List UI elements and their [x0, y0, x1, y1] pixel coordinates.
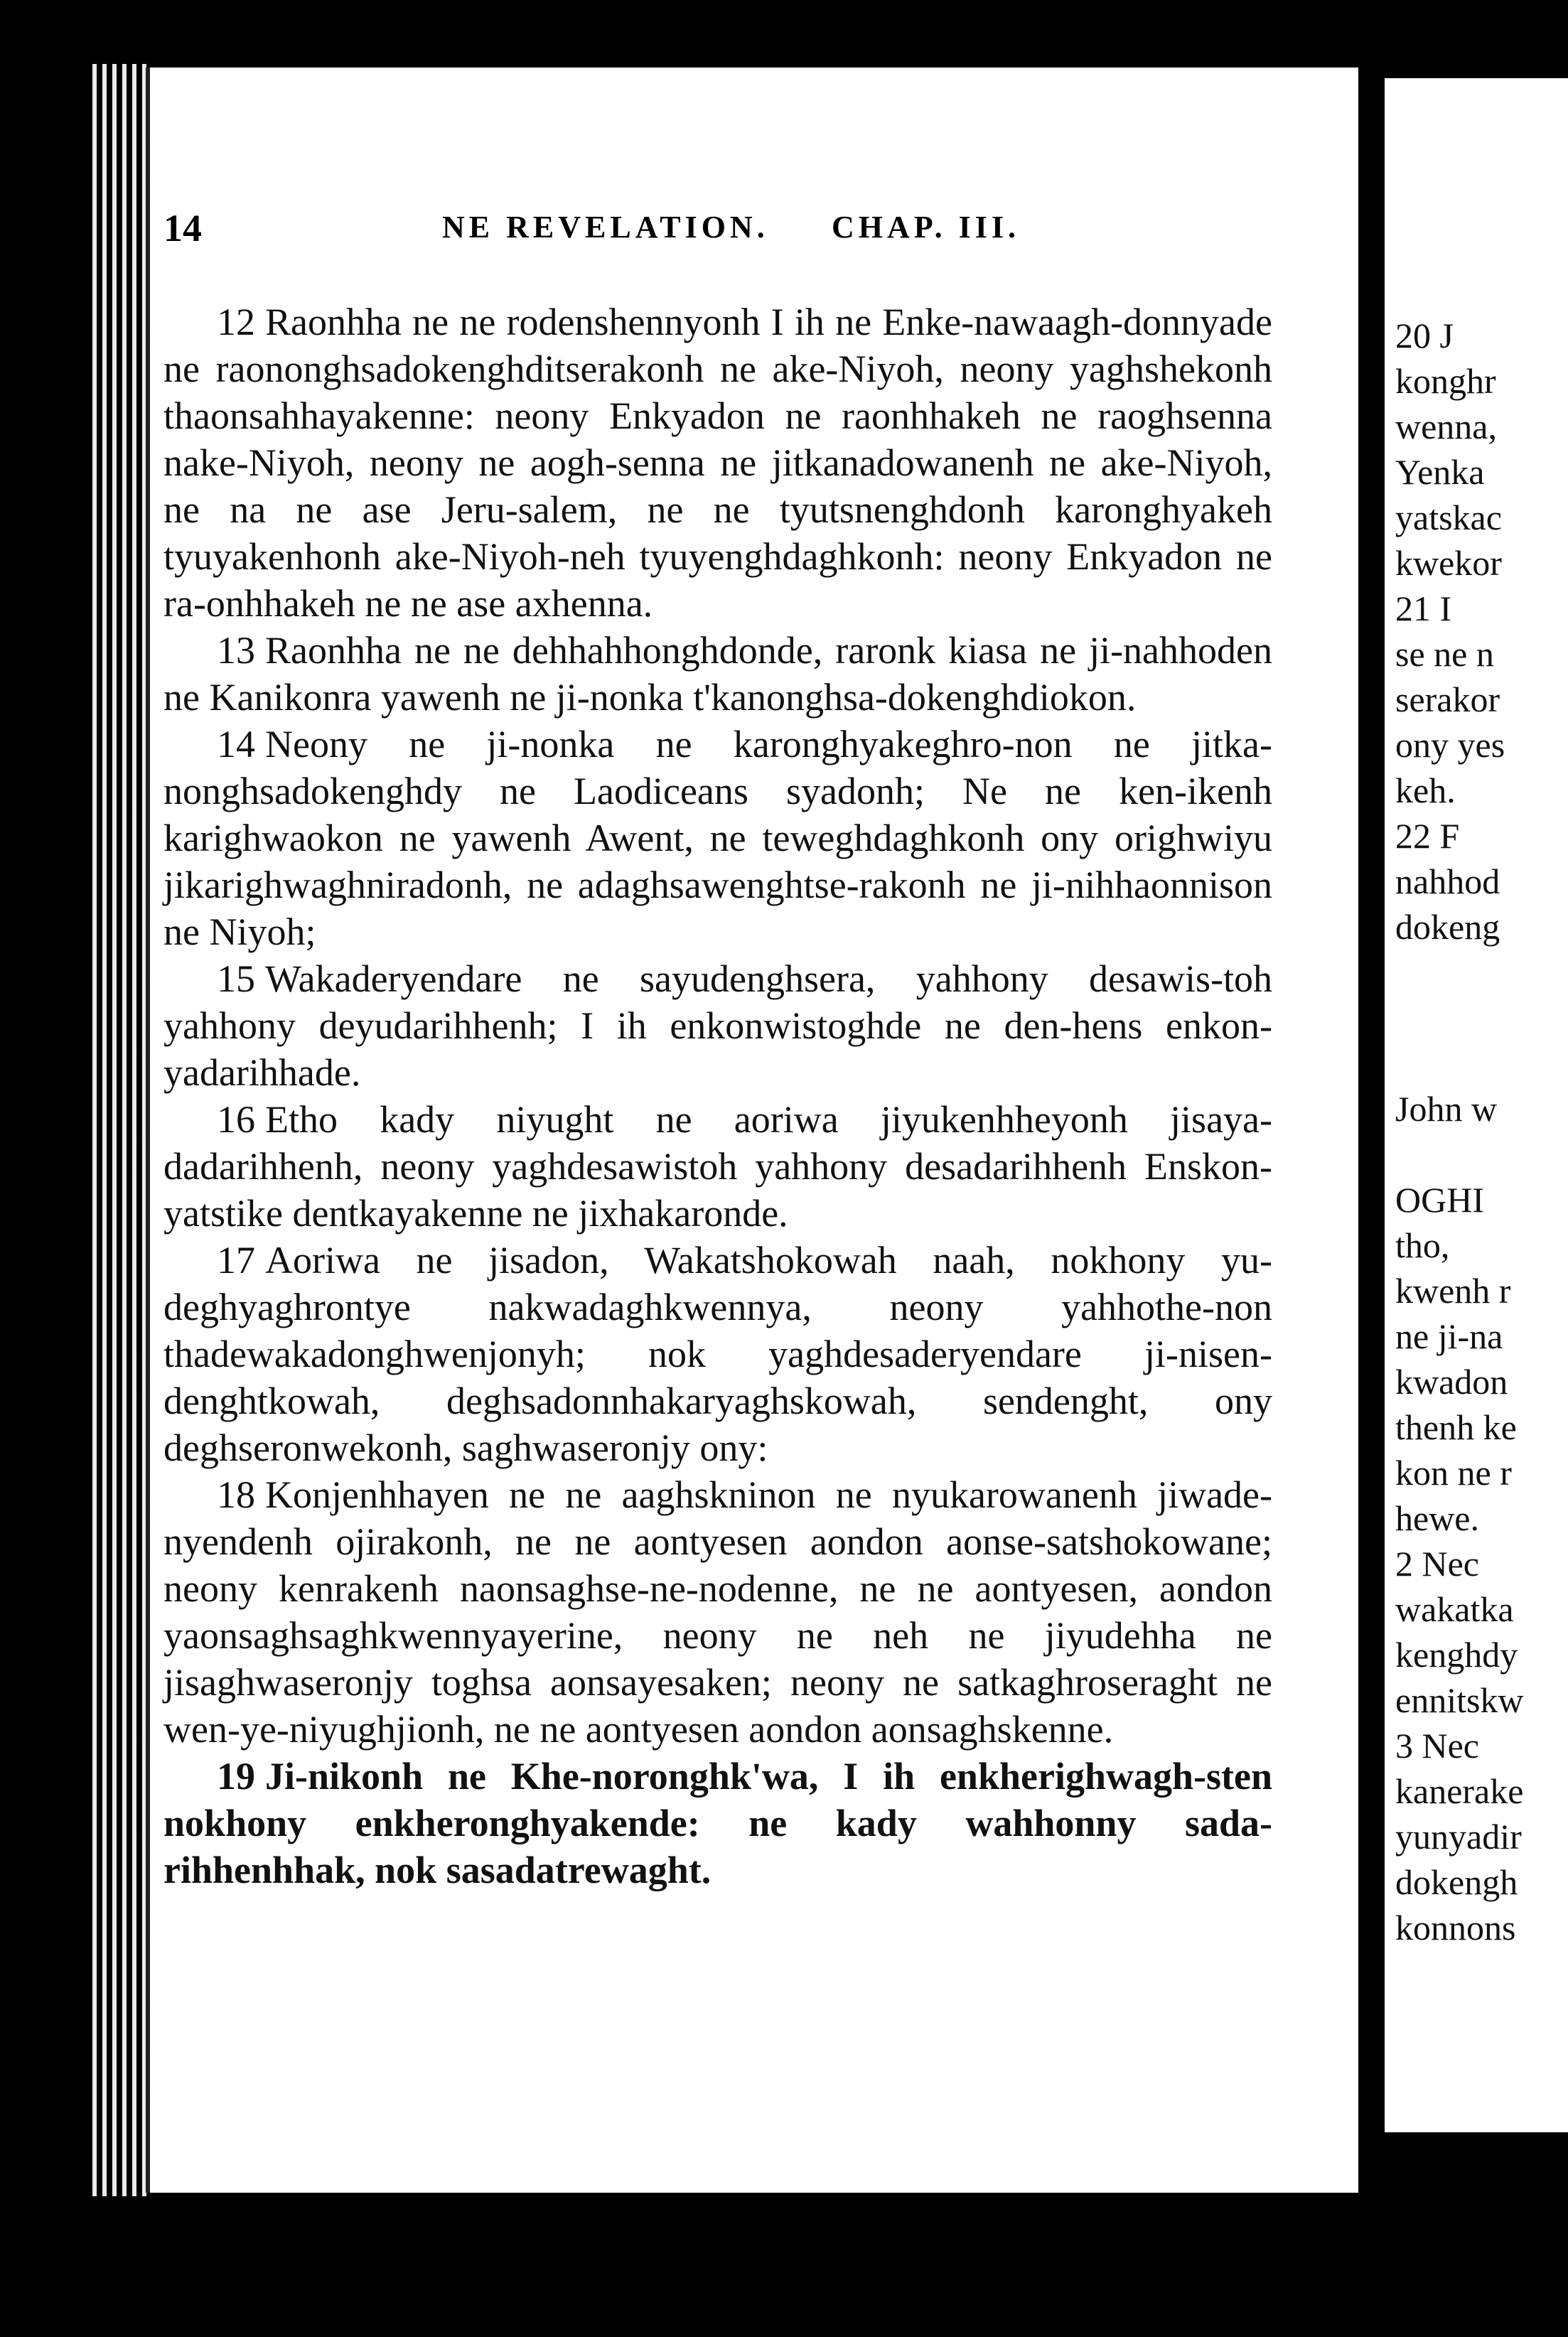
- verse-text: Neony ne ji-nonka ne karonghyakeghro-non ne jitka-nonghsadokenghdy ne Laodiceans syadonh; Ne ne ken-ikenh karighwaokon ne yawenh Awent, ne teweghdaghkonh ony orighwiyu jikarighwaghniradonh, ne adaghsawenghtse-rakonh ne ji-nihhaonnison ne Niyoh;: [163, 723, 1272, 953]
- right-page-line: hewe.: [1395, 1498, 1479, 1538]
- right-page-line: kwekor: [1395, 543, 1502, 583]
- right-page-line: serakor: [1395, 679, 1500, 719]
- right-page-line: konnons: [1395, 1908, 1516, 1948]
- right-page-line: 21 I: [1395, 589, 1452, 628]
- right-page-line: thenh ke: [1395, 1407, 1517, 1447]
- right-page-line: kanerake: [1395, 1771, 1524, 1811]
- right-page-line: 2 Nec: [1395, 1544, 1479, 1584]
- verse-number: 19: [217, 1755, 255, 1798]
- book-spine-edge: [92, 64, 149, 2196]
- right-page-line: yunyadir: [1395, 1817, 1522, 1857]
- verse-number: 15: [217, 957, 255, 1000]
- verse: [163, 1471, 1272, 1753]
- right-page-line: dokengh: [1395, 1862, 1518, 1902]
- right-page-line: [1395, 950, 1568, 995]
- verse-text: Ji-nikonh ne Khe-noronghk'wa, I ih enkherighwagh-sten nokhony enkheronghyakende: ne kady wahhonny sada-rihhenhhak, nok sasadatrewaght.: [163, 1755, 1272, 1891]
- verse: [163, 299, 1272, 627]
- right-page-line: keh.: [1395, 770, 1456, 810]
- right-page-line: 22 F: [1395, 816, 1460, 856]
- verse-text: Raonhha ne ne dehhahhonghdonde, raronk kiasa ne ji-nahhoden ne Kanikonra yawenh ne ji-nonka t'kanonghsa-dokenghdiokon.: [163, 629, 1272, 719]
- right-page-line: 20 J: [1395, 316, 1454, 355]
- right-page-line: wenna,: [1395, 407, 1497, 446]
- verse-text: Konjenhhayen ne ne aaghskninon ne nyukarowanenh jiwade-nyendenh ojirakonh, ne ne aontyesen aondon aonse-satshokowane; neony kenrakenh naonsaghse-ne-nodenne, ne ne aontyesen, aondon yaonsaghsaghkwennyayerine, neony ne neh ne jiyudehha ne jisaghwaseronjy toghsa aonsayesaken; neony ne satkaghroseraght ne wen-ye-niyughjionh, ne ne aontyesen aondon aonsaghskenne.: [163, 1473, 1272, 1751]
- verse-text: Wakaderyendare ne sayudenghsera, yahhony desawis-toh yahhony deyudarihhenh; I ih enkonwistoghde ne den-hens enkon-yadarihhade.: [163, 957, 1272, 1094]
- running-title: NE REVELATION.: [442, 210, 769, 245]
- right-page-line: ennitskw: [1395, 1680, 1524, 1720]
- right-page-line: dokeng: [1395, 907, 1500, 947]
- verse-number: 12: [217, 301, 255, 343]
- right-page-line: kwadon: [1395, 1362, 1508, 1402]
- verse: [163, 955, 1272, 1096]
- right-page-line: [1395, 995, 1568, 1041]
- right-page-line: kenghdy: [1395, 1635, 1518, 1675]
- verse-number: 18: [217, 1473, 255, 1516]
- verse: [163, 1753, 1272, 1893]
- verse-text: Raonhha ne ne rodenshennyonh I ih ne Enke-nawaagh-donnyade ne raononghsadokenghditserakonh ne ake-Niyoh, neony yaghshekonh thaonsahhayakenne: neony Enkyadon ne raonhhakeh ne raoghsenna nake-Niyoh, neony ne aogh-senna ne jitkanadowanenh ne ake-Niyoh, ne na ne ase Jeru-salem, ne ne tyutsnenghdonh karonghyakeh tyuyakenhonh ake-Niyoh-neh tyuyenghdaghkonh: neony Enkyadon ne ra-onhhakeh ne ne ase axhenna.: [163, 301, 1272, 625]
- verse-number: 17: [217, 1239, 255, 1282]
- right-page-line: [1395, 1132, 1568, 1177]
- right-page-line: kwenh r: [1395, 1271, 1511, 1311]
- running-head: [163, 149, 1272, 249]
- verse-number: 14: [217, 723, 255, 765]
- right-page-line: kon ne r: [1395, 1453, 1512, 1493]
- verse-text-block: [163, 299, 1272, 1893]
- right-page-line: ony yes: [1395, 725, 1505, 765]
- right-page-line: OGHI: [1395, 1180, 1484, 1220]
- right-page-line: konghr: [1395, 361, 1496, 401]
- right-page-line: tho,: [1395, 1225, 1450, 1265]
- verse-text: Aoriwa ne jisadon, Wakatshokowah naah, nokhony yu-deghyaghrontye nakwadaghkwennya, neony yahhothe-non thadewakadonghwenjonyh; nok yaghdesaderyendare ji-nisen-denghtkowah, deghsadonnhakaryaghskowah, sendenght, ony deghseronwekonh, saghwaseronjy ony:: [163, 1239, 1272, 1469]
- right-page-line: [1395, 1041, 1568, 1086]
- verse: [163, 721, 1272, 955]
- verse-text: Etho kady niyught ne aoriwa jiyukenhheyonh jisaya-dadarihhenh, neony yaghdesawistoh yahhony desadarihhenh Enskon-yatstike dentkayakenne ne jixhakaronde.: [163, 1098, 1272, 1235]
- right-page-line: wakatka: [1395, 1589, 1514, 1629]
- verse: [163, 1237, 1272, 1471]
- verse: [163, 627, 1272, 721]
- right-page-line: se ne n: [1395, 634, 1494, 674]
- right-page-line: Yenka: [1395, 452, 1485, 492]
- right-page-line: nahhod: [1395, 861, 1500, 901]
- right-page-line: yatskac: [1395, 498, 1502, 537]
- page-number: 14: [163, 207, 202, 249]
- verse-number: 16: [217, 1098, 255, 1141]
- right-page-text-fragments: [1395, 313, 1568, 1950]
- running-chapter: CHAP. III.: [832, 210, 1020, 245]
- right-page-line: 3 Nec: [1395, 1726, 1479, 1766]
- verse-number: 13: [217, 629, 255, 672]
- verse: [163, 1096, 1272, 1237]
- right-page-line: John w: [1395, 1089, 1498, 1129]
- right-page-partial: [1385, 78, 1568, 2132]
- right-page-line: ne ji-na: [1395, 1316, 1503, 1356]
